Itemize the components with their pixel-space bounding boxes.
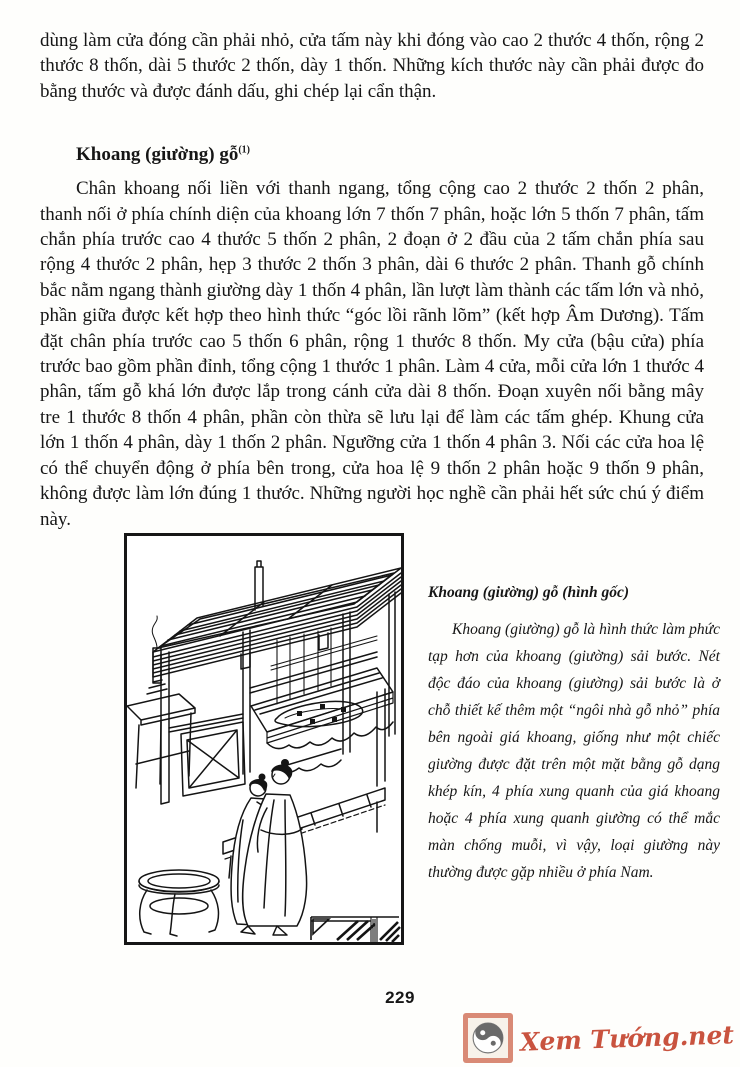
text-column <box>0 0 740 533</box>
stool <box>139 870 219 936</box>
intro-paragraph: dùng làm cửa đóng cần phải nhỏ, cửa tấm này khi đóng vào cao 2 thước 4 thốn, rộng 2 thước 8 thốn, dài 5 thước 2 thốn, dày 1 thốn. Những kích thước này cần phải được đo bằng thước và được đánh dấu, ghi chép lại cẩn thận. <box>40 30 704 102</box>
figures <box>231 759 307 935</box>
yin-yang-icon <box>463 1013 513 1063</box>
section-paragraph: Chân khoang nối liền với thanh ngang, tổng cộng cao 2 thước 2 thốn 2 phân, thanh nối ở phía chính diện của khoang lớn 7 thốn 7 phân, hoặc lớn 5 thốn 7 phân, tấm chắn phía trước cao 4 thước 5 thốn 2 phân, 2 đoạn ở 2 đầu của 2 tấm chắn phía sau rộng 4 thước 2 phân, hẹp 3 thước 2 thốn 3 phân, dài 6 thước 2 phân. Thanh gỗ chính bắc nằm ngang thành giường dày 1 thốn 4 phân, lần lượt làm thành các tấm lớn và nhỏ, phần giữa được kết hợp theo hình thức “góc lồi rãnh lõm” (kết hợp Âm Dương). Tấm đặt chân phía trước cao 5 thốn 6 phân, rộng 1 thước 8 thốn. My cửa (bậu cửa) phía trước bao gồm phần đỉnh, tổng cộng 1 thước 1 phân. Làm 4 cửa, mỗi cửa lớn 1 thước 4 phân, tấm gỗ khá lớn được lắp trong cánh cửa dài 8 thốn. Đoạn xuyên nối bằng mây tre 1 thước 8 thốn 4 phân, phần còn thừa sẽ lưu lại để làm các tấm ghép. Khung cửa lớn 1 thốn 4 phân, dày 1 thốn 2 phân. Ngưỡng cửa 1 thốn 4 phân 3. Nối các cửa hoa lệ có thể chuyển động ở phía bên trong, cửa hoa lệ 9 thốn 2 phân hoặc 9 thốn 9 phân, không được làm lớn đúng 1 thước. Những người học nghề cần phải hết sức chú ý điểm này. <box>40 178 704 530</box>
bed-illustration <box>127 536 401 942</box>
page-number: 229 <box>385 988 415 1007</box>
figure-caption-title: Khoang (giường) gỗ (hình gốc) <box>428 584 630 601</box>
figure-caption <box>428 533 720 945</box>
figure-caption-body: Khoang (giường) gỗ là hình thức làm phức tạp hơn của khoang (giường) sải bước. Nét độc đáo của khoang (giường) sải bước là ở chỗ thiết kế thêm một “ngôi nhà gỗ nhỏ” phía bên ngoài giá khoang, giống như một chiếc giường được đặt trên một mặt bằng gỗ dạng khép kín, 4 phía xung quanh của giá khoang hoặc 4 phía xung quanh giường có thể mắc màn chống muỗi, vì vậy, loại giường này thường được gặp nhiều ở phía Nam. <box>428 621 720 881</box>
corner-step-detail <box>311 917 400 942</box>
watermark-text: Xem Tướng.net <box>519 1019 735 1057</box>
candle <box>153 648 161 683</box>
section-heading <box>76 144 704 166</box>
illustration-frame <box>124 533 404 945</box>
site-watermark <box>463 1013 734 1063</box>
bed-platform <box>251 668 393 732</box>
section-heading-text: Khoang (giường) gỗ <box>76 144 239 166</box>
footnote-marker: (1) <box>238 144 251 156</box>
figure-block <box>0 533 740 945</box>
